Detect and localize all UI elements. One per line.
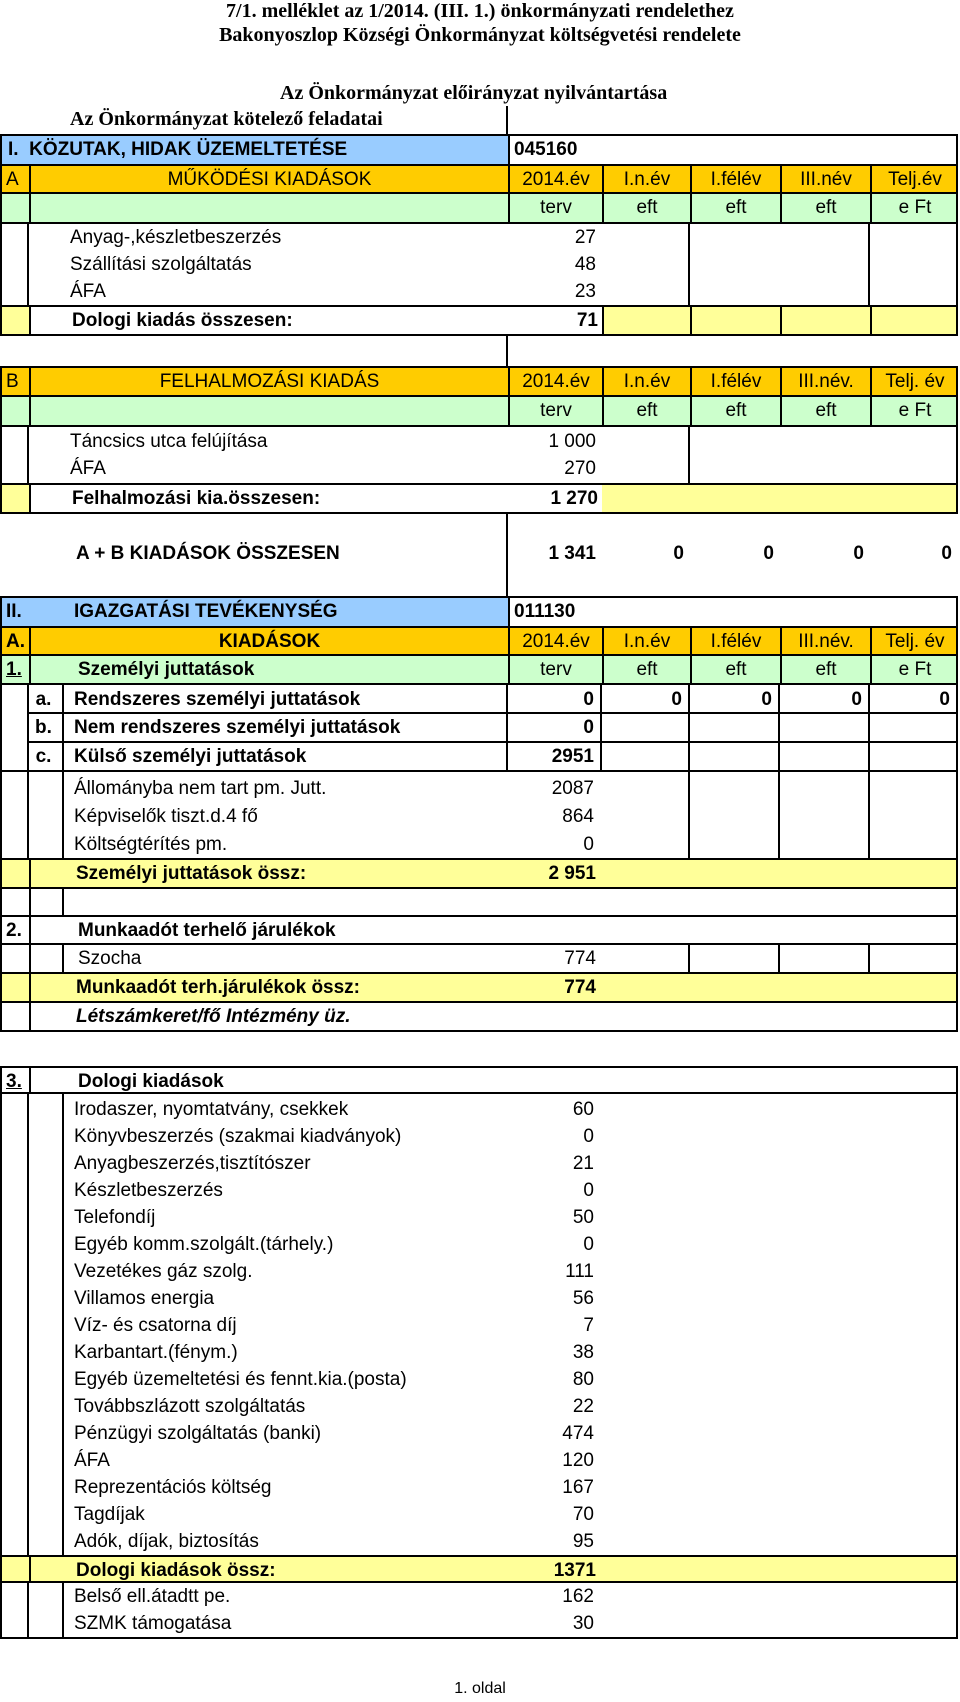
item-value: 774 [564,948,596,969]
section-code: 011130 [508,598,958,626]
row-letter: B [6,371,19,392]
item-value: 474 [562,1423,594,1444]
item-label: Reprezentációs költség [74,1477,272,1498]
item-label: Külső személyi juttatások [74,746,307,767]
item-label: ÁFA [74,1450,110,1471]
unit-label: eft [690,397,780,425]
total-label: Dologi kiadások össz: [29,1557,508,1581]
table-bottom-border [0,1637,958,1639]
item-value: 167 [562,1477,594,1498]
col-header: Telj. év [870,368,958,395]
total-value: 1371 [553,1560,596,1581]
material-expenses-header-row [0,1066,958,1094]
item-value: 21 [572,1153,594,1174]
grand-total-value: 0 [763,543,774,564]
item-value: 270 [564,458,596,479]
table-row [0,1285,958,1312]
table-row [0,1528,958,1555]
contributions-header-row [0,917,958,945]
section-code: 045160 [508,136,958,164]
total-label: Felhalmozási kia.összesen: [29,485,508,512]
item-label: Rendszeres személyi juttatások [74,689,361,710]
unit-label: eft [690,194,780,222]
table-row [0,224,958,251]
mandatory-tasks-title: Az Önkormányzat kötelező feladatai [70,108,383,130]
col-header: 2014.év [508,368,602,395]
grand-total-value: 0 [853,543,864,564]
units-row [0,397,958,427]
table-row [0,1312,958,1339]
item-value: 7 [583,1315,594,1336]
item-value: 0 [583,1126,594,1147]
total-row [0,974,958,1003]
item-label: Táncsics utca felújítása [70,431,268,452]
col-header: I.félév [690,368,780,395]
item-value: 30 [572,1613,594,1634]
table-row [0,1204,958,1231]
item-label: Anyagbeszerzés,tisztítószer [74,1153,311,1174]
total-value: 1 270 [508,485,602,512]
page-number: 1. oldal [454,1680,506,1697]
staff-row [0,1003,958,1032]
item-label: Továbbszlázott szolgáltatás [74,1396,306,1417]
item-label: Szocha [62,945,508,972]
unit-label: e Ft [870,656,958,683]
total-label: Dologi kiadás összesen: [29,307,508,334]
group-number: 2. [6,920,22,941]
table-row [0,1393,958,1420]
doc-title-line1: 7/1. melléklet az 1/2014. (III. 1.) önkormányzati rendelethez [226,0,734,22]
group-number: 3. [6,1071,22,1092]
table-row [0,1177,958,1204]
table-row [0,251,958,278]
item-label: Költségtérítés pm. [74,834,228,855]
item-label: Adók, díjak, biztosítás [74,1531,259,1552]
unit-label: eft [780,656,870,683]
table-row [0,1096,958,1123]
item-value: 2951 [551,746,594,767]
item-value: 22 [572,1396,594,1417]
col-header: III.név. [780,628,870,654]
table-row [0,278,958,305]
item-value: 1 000 [548,431,596,452]
item-value: 162 [562,1586,594,1607]
col-header: III.név [780,166,870,192]
item-value: 80 [572,1369,594,1390]
table-row [0,686,958,713]
row-letter: A [6,169,19,190]
col-header: I.n.év [602,628,690,654]
unit-label: eft [780,397,870,425]
units-row [0,194,958,224]
row-letter: b. [35,717,52,738]
item-label: Készletbeszerzés [74,1180,223,1201]
expenses-header-row [0,626,958,656]
section-header-row [0,596,958,626]
table-row [0,1501,958,1528]
item-label: Karbantart.(fénym.) [74,1342,238,1363]
unit-label: eft [602,194,690,222]
total-value: 774 [564,977,596,998]
item-label: Irodaszer, nyomtatvány, csekkek [74,1099,349,1120]
table-row [0,743,958,770]
operating-expenses-title: MŰKÖDÉSI KIADÁSOK [29,166,508,192]
item-label: Telefondíj [74,1207,156,1228]
item-value: 0 [583,717,594,738]
item-value: 95 [572,1531,594,1552]
staff-label: Létszámkeret/fő Intézmény üz. [29,1003,958,1030]
grand-total-row [0,540,958,567]
register-title: Az Önkormányzat előirányzat nyilvántartása [280,82,668,104]
group-number: 1. [6,659,22,680]
col-header: 2014.év [508,166,602,192]
item-value: 70 [572,1504,594,1525]
item-value: 0 [851,689,862,710]
item-value: 0 [583,1234,594,1255]
section-title: I. KÖZUTAK, HIDAK ÜZEMELTETÉSE [2,136,508,164]
item-value: 0 [583,1180,594,1201]
item-label: Villamos energia [74,1288,215,1309]
grand-total-value: 1 341 [548,543,596,564]
col-header: III.név. [780,368,870,395]
doc-title-line2: Bakonyoszlop Községi Önkormányzat költségvetési rendelete [219,24,741,46]
item-label: Könyvbeszerzés (szakmai kiadványok) [74,1126,402,1147]
row-letter: a. [35,689,52,710]
unit-label: eft [602,397,690,425]
item-value: 48 [574,254,596,275]
col-header: I.félév [690,166,780,192]
unit-label: terv [508,656,602,683]
total-label: Személyi juttatások össz: [29,860,508,887]
item-value: 120 [562,1450,594,1471]
item-label: Nem rendszeres személyi juttatások [74,717,401,738]
item-value: 0 [761,689,772,710]
item-value: 50 [572,1207,594,1228]
item-value: 864 [562,806,594,827]
item-label: Szállítási szolgáltatás [70,254,252,275]
personnel-header-row [0,656,958,685]
section-title: II. IGAZGATÁSI TEVÉKENYSÉG [2,598,508,626]
table-row [0,831,958,858]
table-row [0,455,958,482]
unit-label: e Ft [870,194,958,222]
total-row [0,483,958,514]
table-row [0,803,958,830]
item-label: Belső ell.átadtt pe. [74,1586,231,1607]
col-header: I.félév [690,628,780,654]
item-value: 56 [572,1288,594,1309]
operating-expenses-header-row [0,164,958,194]
grand-total-value: 0 [673,543,684,564]
table-row [0,1474,958,1501]
table-row [0,1231,958,1258]
total-value: 71 [508,307,602,334]
item-label: Vezetékes gáz szolg. [74,1261,253,1282]
table-row [0,1123,958,1150]
table-row [0,775,958,802]
separator-line [506,336,508,366]
col-header: Telj.év [870,166,958,192]
item-label: ÁFA [70,281,106,302]
table-row [0,1583,958,1610]
item-label: Állományba nem tart pm. Jutt. [74,778,327,799]
item-value: 60 [572,1099,594,1120]
row-letter: A. [6,631,25,652]
expenses-title: KIADÁSOK [29,628,508,654]
item-value: 38 [572,1342,594,1363]
table-row [0,1339,958,1366]
table-row [0,1366,958,1393]
unit-label: eft [690,656,780,683]
item-value: 23 [574,281,596,302]
col-header: 2014.év [508,628,602,654]
table-row [0,1420,958,1447]
group-title: Dologi kiadások [29,1068,958,1092]
item-label: Egyéb üzemeltetési és fennt.kia.(posta) [74,1369,407,1390]
section-header-row [0,134,958,164]
col-header: I.n.év [602,368,690,395]
capital-expenses-title: FELHALMOZÁSI KIADÁS [29,368,508,395]
group-title: Munkaadót terhelő járulékok [29,917,958,943]
col-header: Telj. év [870,628,958,654]
item-label: Pénzügyi szolgáltatás (banki) [74,1423,322,1444]
table-row [0,1258,958,1285]
table-row [0,1610,958,1637]
table-row [0,1447,958,1474]
table-row [0,1150,958,1177]
item-value: 0 [671,689,682,710]
item-value: 0 [939,689,950,710]
item-label: Képviselők tiszt.d.4 fő [74,806,258,827]
item-value: 111 [565,1261,594,1282]
separator-line [506,106,508,134]
item-value: 0 [583,689,594,710]
item-value: 0 [583,834,594,855]
total-row [0,305,958,336]
unit-label: terv [508,397,602,425]
total-label: Munkaadót terh.járulékok össz: [29,974,508,1001]
item-value: 2087 [551,778,594,799]
col-header: I.n.év [602,166,690,192]
item-label: SZMK támogatása [74,1613,232,1634]
item-label: Víz- és csatorna díj [74,1315,237,1336]
table-row [0,714,958,741]
grand-total-label: A + B KIADÁSOK ÖSSZESEN [76,543,340,564]
unit-label: eft [780,194,870,222]
row-letter: c. [35,746,52,767]
total-value: 2 951 [548,863,596,884]
grand-total-value: 0 [941,543,952,564]
item-label: Tagdíjak [74,1504,145,1525]
item-label: Anyag-,készletbeszerzés [70,227,282,248]
unit-label: terv [508,194,602,222]
total-row [0,1555,958,1583]
table-row [0,945,958,974]
item-value: 27 [574,227,596,248]
item-label: ÁFA [70,458,106,479]
unit-label: e Ft [870,397,958,425]
total-row [0,858,958,889]
unit-label: eft [602,656,690,683]
item-label: Egyéb komm.szolgált.(tárhely.) [74,1234,334,1255]
capital-expenses-header-row [0,366,958,397]
empty-row [0,889,958,917]
table-row [0,428,958,455]
group-title: Személyi juttatások [29,656,508,683]
